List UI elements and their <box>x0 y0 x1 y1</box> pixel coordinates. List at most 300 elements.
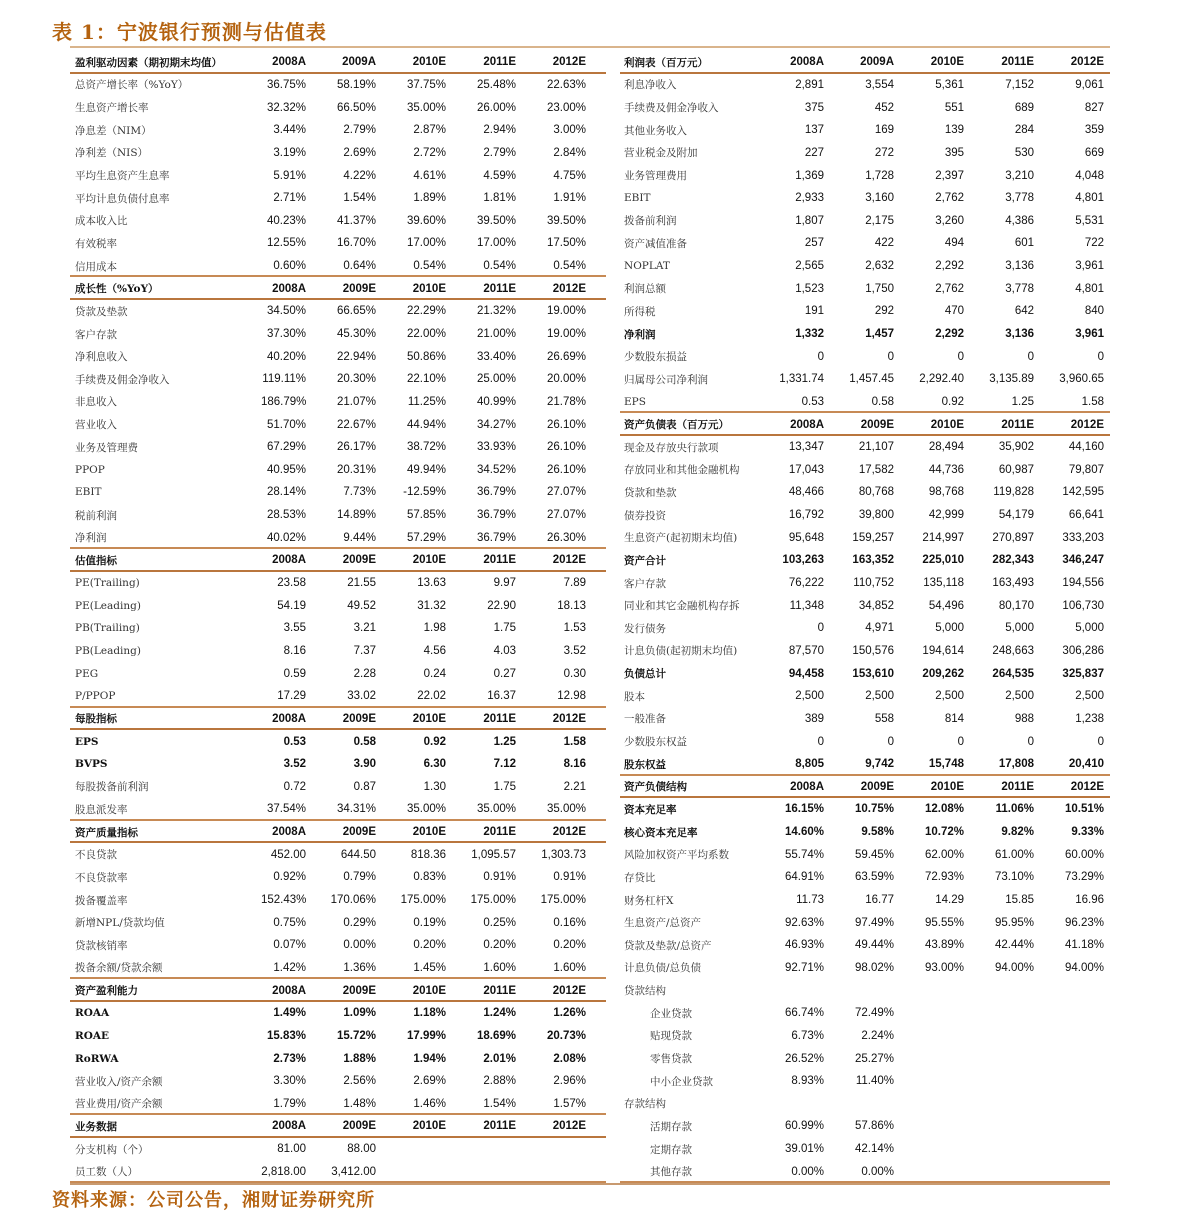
cell-value: 81.00 <box>277 1143 306 1156</box>
cell-value: 175.00% <box>540 894 586 907</box>
cell-value: 1.60% <box>553 961 586 974</box>
row-label: 其他业务收入 <box>624 124 687 137</box>
cell-value: 8.16 <box>563 758 586 771</box>
cell-value: 33.93% <box>476 441 516 454</box>
cell-value: 87,570 <box>788 644 824 657</box>
cell-value: 92.63% <box>784 916 824 929</box>
column-header: 2009E <box>860 418 894 431</box>
row-label: 风险加权资产平均系数 <box>624 849 729 862</box>
table-row <box>70 119 606 142</box>
row-label: 计息负债(起初期末均值) <box>624 645 738 658</box>
cell-value: 26.10% <box>546 441 586 454</box>
column-header: 2008A <box>272 282 306 295</box>
cell-value: 0.87 <box>353 780 376 793</box>
cell-value: 25.48% <box>476 78 516 91</box>
cell-value: 282,343 <box>992 554 1034 567</box>
cell-value: 31.32 <box>417 599 446 612</box>
column-header: 2010E <box>930 56 964 69</box>
row-label: ROAA <box>75 1007 110 1020</box>
cell-value: 4.59% <box>483 169 516 182</box>
column-header: 2011E <box>1001 780 1034 793</box>
cell-value: 1.58 <box>1081 395 1104 408</box>
cell-value: 5.91% <box>273 169 306 182</box>
table-row <box>70 934 606 957</box>
cell-value: 1.54% <box>483 1097 516 1110</box>
row-label: 资产减值准备 <box>624 237 687 250</box>
column-header: 2008A <box>272 56 306 69</box>
cell-value: 1,807 <box>795 214 824 227</box>
cell-value: 8.93% <box>791 1075 824 1088</box>
table-row <box>70 481 606 504</box>
cell-value: 38.72% <box>406 441 446 454</box>
cell-value: 66.50% <box>336 101 376 114</box>
table-row <box>620 911 1110 934</box>
table-row <box>70 617 606 640</box>
cell-value: 35,902 <box>998 441 1034 454</box>
row-label: EPS <box>624 395 646 408</box>
row-label: 资本充足率 <box>624 803 677 816</box>
cell-value: 0.91% <box>483 871 516 884</box>
section-title: 资产负债表（百万元） <box>624 419 729 432</box>
row-label: 分支机构（个） <box>75 1143 149 1156</box>
cell-value: 2,762 <box>935 192 964 205</box>
cell-value: 36.75% <box>266 78 306 91</box>
cell-value: 194,614 <box>922 644 964 657</box>
cell-value: 270,897 <box>992 531 1034 544</box>
cell-value: 4,386 <box>1005 214 1034 227</box>
cell-value: 1,750 <box>865 282 894 295</box>
cell-value: 1.36% <box>343 961 376 974</box>
cell-value: 13.63 <box>417 577 446 590</box>
table-row <box>70 345 606 368</box>
cell-value: 3,210 <box>1005 169 1034 182</box>
cell-value: 34.50% <box>266 305 306 318</box>
table-row <box>620 504 1110 527</box>
cell-value: 2.21 <box>563 780 586 793</box>
cell-value: 73.10% <box>994 871 1034 884</box>
cell-value: 2,292.40 <box>919 373 964 386</box>
cell-value: 41.18% <box>1064 939 1104 952</box>
cell-value: 9,061 <box>1075 78 1104 91</box>
cell-value: 67.29% <box>266 441 306 454</box>
cell-value: 0.54% <box>553 260 586 273</box>
cell-value: 37.75% <box>406 78 446 91</box>
row-label: 财务杠杆X <box>624 894 674 907</box>
cell-value: 150,576 <box>852 644 894 657</box>
cell-value: 13,347 <box>788 441 824 454</box>
row-label: 有效税率 <box>75 237 117 250</box>
table-row <box>70 1092 606 1115</box>
column-header: 2011E <box>1001 56 1034 69</box>
cell-value: 5,000 <box>1075 622 1104 635</box>
cell-value: 16.77 <box>865 894 894 907</box>
column-header: 2011E <box>483 1120 516 1133</box>
cell-value: 39,800 <box>858 509 894 522</box>
cell-value: 12.08% <box>924 803 964 816</box>
cell-value: 2,933 <box>795 192 824 205</box>
cell-value: 4,048 <box>1075 169 1104 182</box>
cell-value: 2.01% <box>483 1052 516 1065</box>
table-row <box>620 1160 1110 1183</box>
cell-value: 169 <box>874 124 894 137</box>
cell-value: 9.58% <box>861 826 894 839</box>
cell-value: 17,808 <box>998 758 1034 771</box>
cell-value: 93.00% <box>924 961 964 974</box>
table-row <box>70 843 606 866</box>
cell-value: 1.89% <box>413 192 446 205</box>
table-row <box>70 526 606 549</box>
row-label: 不良贷款率 <box>75 871 128 884</box>
cell-value: 3,260 <box>935 214 964 227</box>
row-label: 贷款和垫款 <box>624 486 677 499</box>
column-header: 2012E <box>1070 780 1104 793</box>
column-header: 2010E <box>412 984 446 997</box>
column-header: 2008A <box>790 56 824 69</box>
cell-value: 1.91% <box>553 192 586 205</box>
cell-value: 1,457 <box>865 328 894 340</box>
cell-value: 0.83% <box>413 871 446 884</box>
cell-value: 95.95% <box>994 916 1034 929</box>
cell-value: 264,535 <box>992 667 1034 680</box>
cell-value: 26.52% <box>784 1052 824 1065</box>
cell-value: 26.10% <box>546 463 586 476</box>
cell-value: 28.14% <box>266 486 306 499</box>
cell-value: 15,748 <box>928 758 964 771</box>
cell-value: 58.19% <box>336 78 376 91</box>
cell-value: 36.79% <box>476 531 516 544</box>
table-row <box>620 74 1110 97</box>
cell-value: 1.49% <box>273 1007 306 1020</box>
cell-value: 175.00% <box>400 894 446 907</box>
section-title: 资产质量指标 <box>75 826 138 839</box>
table-row <box>620 594 1110 617</box>
column-header: 2010E <box>412 826 446 839</box>
cell-value: 26.30% <box>546 531 586 544</box>
table-row <box>620 277 1110 300</box>
cell-value: 72.93% <box>924 871 964 884</box>
row-label: 拨备余额/贷款余额 <box>75 962 163 975</box>
section-header <box>70 1115 606 1138</box>
cell-value: 20.00% <box>546 373 586 386</box>
table-row <box>70 911 606 934</box>
source-note: 资料来源：公司公告，湘财证券研究所 <box>52 1190 375 1211</box>
cell-value: 40.20% <box>266 350 306 363</box>
section-header <box>70 51 606 74</box>
cell-value: 139 <box>944 124 964 137</box>
table-row <box>70 798 606 821</box>
row-label: 一般准备 <box>624 713 666 726</box>
cell-value: 33.40% <box>476 350 516 363</box>
cell-value: 5,531 <box>1075 214 1104 227</box>
table-row <box>620 323 1110 346</box>
row-label: P/PPOP <box>75 690 116 703</box>
cell-value: 2,762 <box>935 282 964 295</box>
cell-value: 2.56% <box>343 1075 376 1088</box>
cell-value: 11.06% <box>995 803 1034 816</box>
cell-value: 2.08% <box>553 1052 586 1065</box>
cell-value: 137 <box>804 124 824 137</box>
table-row <box>70 96 606 119</box>
section-title: 业务数据 <box>75 1120 117 1133</box>
cell-value: 2.79% <box>343 124 376 137</box>
cell-value: 20.73% <box>546 1029 586 1042</box>
cell-value: 51.70% <box>266 418 306 431</box>
cell-value: 35.00% <box>546 803 586 816</box>
section-header <box>620 51 1110 74</box>
table-row <box>620 1047 1110 1070</box>
row-label: 资产合计 <box>624 554 666 567</box>
cell-value: 4.56 <box>423 644 446 657</box>
cell-value: 7,152 <box>1005 78 1034 91</box>
table-row <box>620 572 1110 595</box>
cell-value: 23.58 <box>277 577 306 590</box>
table-row <box>70 232 606 255</box>
cell-value: 88.00 <box>347 1143 376 1156</box>
cell-value: 2,632 <box>865 260 894 273</box>
cell-value: 11.40% <box>855 1075 894 1088</box>
cell-value: 4,971 <box>865 622 894 635</box>
column-header: 2010E <box>930 418 964 431</box>
cell-value: 170.06% <box>330 894 376 907</box>
table-row <box>70 753 606 776</box>
cell-value: 60,987 <box>998 463 1034 476</box>
cell-value: 1.88% <box>343 1052 376 1065</box>
cell-value: 4.61% <box>413 169 446 182</box>
row-label: 营业收入 <box>75 419 117 432</box>
row-label: 活期存款 <box>650 1120 692 1133</box>
cell-value: 103,263 <box>782 554 824 567</box>
cell-value: 0.00% <box>791 1165 824 1178</box>
row-label: 总资产增长率（%YoY） <box>75 79 189 92</box>
cell-value: 194,556 <box>1062 577 1104 590</box>
cell-value: 4.22% <box>343 169 376 182</box>
cell-value: 0.54% <box>413 260 446 273</box>
table-row <box>620 164 1110 187</box>
table-row <box>620 708 1110 731</box>
column-header: 2010E <box>412 554 446 567</box>
cell-value: 11,348 <box>789 599 824 612</box>
cell-value: 359 <box>1084 124 1104 137</box>
cell-value: 3.52 <box>563 644 586 657</box>
cell-value: 60.99% <box>784 1120 824 1133</box>
cell-value: 35.00% <box>476 803 516 816</box>
cell-value: 163,493 <box>992 577 1034 590</box>
cell-value: 10.51% <box>1064 803 1104 816</box>
cell-value: 22.63% <box>546 78 586 91</box>
cell-value: 272 <box>874 146 894 159</box>
cell-value: 1.25 <box>1011 395 1034 408</box>
cell-value: 22.02 <box>417 690 446 703</box>
cell-value: 22.00% <box>406 328 446 340</box>
row-label: 股本 <box>624 690 645 703</box>
cell-value: 818.36 <box>410 848 446 861</box>
cell-value: 284 <box>1014 124 1034 137</box>
row-label: 债券投资 <box>624 509 666 522</box>
table-row <box>620 957 1110 980</box>
cell-value: 49.52 <box>347 599 376 612</box>
cell-value: 0.54% <box>483 260 516 273</box>
row-label: 现金及存放央行款项 <box>624 441 719 454</box>
cell-value: 11.25% <box>407 395 446 408</box>
cell-value: 452.00 <box>270 848 306 861</box>
cell-value: 0 <box>1097 735 1104 748</box>
cell-value: 11.73 <box>796 894 824 907</box>
cell-value: 2.24% <box>861 1029 894 1042</box>
cell-value: 1,095.57 <box>471 848 516 861</box>
row-label: 所得税 <box>624 305 656 318</box>
column-header: 2010E <box>412 282 446 295</box>
table-row <box>620 730 1110 753</box>
table-row <box>70 187 606 210</box>
row-label: 手续费及佣金净收入 <box>624 102 719 115</box>
table-row <box>620 1002 1110 1025</box>
cell-value: 1.98 <box>423 622 446 635</box>
cell-value: 66.65% <box>336 305 376 318</box>
cell-value: 39.60% <box>406 214 446 227</box>
cell-value: 20.31% <box>336 463 376 476</box>
cell-value: 1,332 <box>795 328 824 340</box>
row-label: 企业贷款 <box>650 1007 692 1020</box>
left-table <box>70 51 606 1183</box>
cell-value: 3,412.00 <box>331 1165 376 1178</box>
cell-value: 601 <box>1014 237 1034 250</box>
cell-value: 722 <box>1084 237 1104 250</box>
cell-value: 248,663 <box>992 644 1034 657</box>
cell-value: 14.60% <box>784 826 824 839</box>
cell-value: 15.85 <box>1005 894 1034 907</box>
column-header: 2012E <box>552 826 586 839</box>
row-label: 营业收入/资产余额 <box>75 1075 163 1088</box>
cell-value: 57.85% <box>406 509 446 522</box>
table-row <box>620 481 1110 504</box>
cell-value: 2.84% <box>553 146 586 159</box>
cell-value: 16.15% <box>784 803 824 816</box>
cell-value: 814 <box>944 712 964 725</box>
column-header: 2012E <box>552 712 586 725</box>
table-row <box>70 436 606 459</box>
cell-value: 389 <box>804 712 824 725</box>
cell-value: 41.37% <box>336 214 376 227</box>
table-row <box>620 232 1110 255</box>
column-header: 2011E <box>483 984 516 997</box>
column-header: 2012E <box>552 554 586 567</box>
cell-value: 142,595 <box>1062 486 1104 499</box>
row-label: BVPS <box>75 758 108 771</box>
cell-value: 22.67% <box>336 418 376 431</box>
cell-value: 33.02 <box>347 690 376 703</box>
cell-value: 60.00% <box>1064 848 1104 861</box>
cell-value: 0.30 <box>563 667 586 680</box>
section-title: 资产负债结构 <box>624 781 687 794</box>
cell-value: 3.30% <box>273 1075 306 1088</box>
cell-value: 4.75% <box>553 169 586 182</box>
row-label: 发行债务 <box>624 622 666 635</box>
cell-value: 1.26% <box>553 1007 586 1020</box>
table-row <box>70 889 606 912</box>
cell-value: 27.07% <box>546 509 586 522</box>
column-header: 2012E <box>1070 56 1104 69</box>
cell-value: 0 <box>1027 735 1034 748</box>
cell-value: 1.48% <box>343 1097 376 1110</box>
cell-value: 9.97 <box>493 577 516 590</box>
cell-value: 0.00% <box>861 1165 894 1178</box>
cell-value: 669 <box>1084 146 1104 159</box>
column-header: 2010E <box>930 780 964 793</box>
cell-value: 35.00% <box>406 803 446 816</box>
column-header: 2009A <box>860 56 894 69</box>
cell-value: 2.73% <box>273 1052 306 1065</box>
column-header: 2009E <box>342 712 376 725</box>
cell-value: 2.94% <box>483 124 516 137</box>
row-label: 营业费用/资产余额 <box>75 1098 163 1111</box>
cell-value: 3,554 <box>865 78 894 91</box>
table-row <box>70 368 606 391</box>
cell-value: 39.50% <box>546 214 586 227</box>
cell-value: 0.59 <box>283 667 306 680</box>
cell-value: 1.75 <box>493 780 516 793</box>
cell-value: 452 <box>874 101 894 114</box>
cell-value: 1,331.74 <box>779 373 824 386</box>
table-row <box>70 504 606 527</box>
row-label: PB(Leading) <box>75 644 141 657</box>
cell-value: 10.72% <box>924 826 964 839</box>
cell-value: 25.27% <box>854 1052 894 1065</box>
table-row <box>620 821 1110 844</box>
column-header: 2009E <box>860 780 894 793</box>
column-header: 2009E <box>342 554 376 567</box>
cell-value: 21.00% <box>476 328 516 340</box>
cell-value: 59.45% <box>854 848 894 861</box>
table-row <box>620 1025 1110 1048</box>
row-label: 客户存款 <box>624 577 666 590</box>
cell-value: 34.27% <box>476 418 516 431</box>
row-label: 净利润 <box>75 532 107 545</box>
cell-value: 644.50 <box>340 848 376 861</box>
cell-value: 43.89% <box>924 939 964 952</box>
column-header: 2009E <box>342 826 376 839</box>
cell-value: 80,768 <box>858 486 894 499</box>
cell-value: 225,010 <box>922 554 964 567</box>
cell-value: 0.24 <box>423 667 446 680</box>
table-row <box>70 164 606 187</box>
cell-value: 1.75 <box>493 622 516 635</box>
column-header: 2008A <box>790 780 824 793</box>
cell-value: 292 <box>874 305 894 318</box>
table-row <box>620 549 1110 572</box>
cell-value: 12.55% <box>266 237 306 250</box>
cell-value: 0.27 <box>493 667 516 680</box>
cell-value: 1.60% <box>483 961 516 974</box>
table-row <box>620 1115 1110 1138</box>
cell-value: 12.98 <box>557 690 586 703</box>
column-header: 2012E <box>552 1120 586 1133</box>
row-label: 净利差（NIS） <box>75 147 149 160</box>
table-row <box>70 685 606 708</box>
cell-value: 97.49% <box>854 916 894 929</box>
cell-value: 1.30 <box>423 780 446 793</box>
column-header: 2010E <box>412 1120 446 1133</box>
cell-value: 16,792 <box>788 509 824 522</box>
cell-value: 494 <box>944 237 964 250</box>
row-label: 其他存款 <box>650 1166 692 1179</box>
cell-value: 6.73% <box>791 1029 824 1042</box>
row-label: PE(Leading) <box>75 599 141 612</box>
cell-value: 186.79% <box>261 395 307 408</box>
section-title: 利润表（百万元） <box>624 56 708 69</box>
column-header: 2012E <box>552 984 586 997</box>
cell-value: 40.99% <box>476 395 516 408</box>
cell-value: 2,500 <box>795 690 824 703</box>
